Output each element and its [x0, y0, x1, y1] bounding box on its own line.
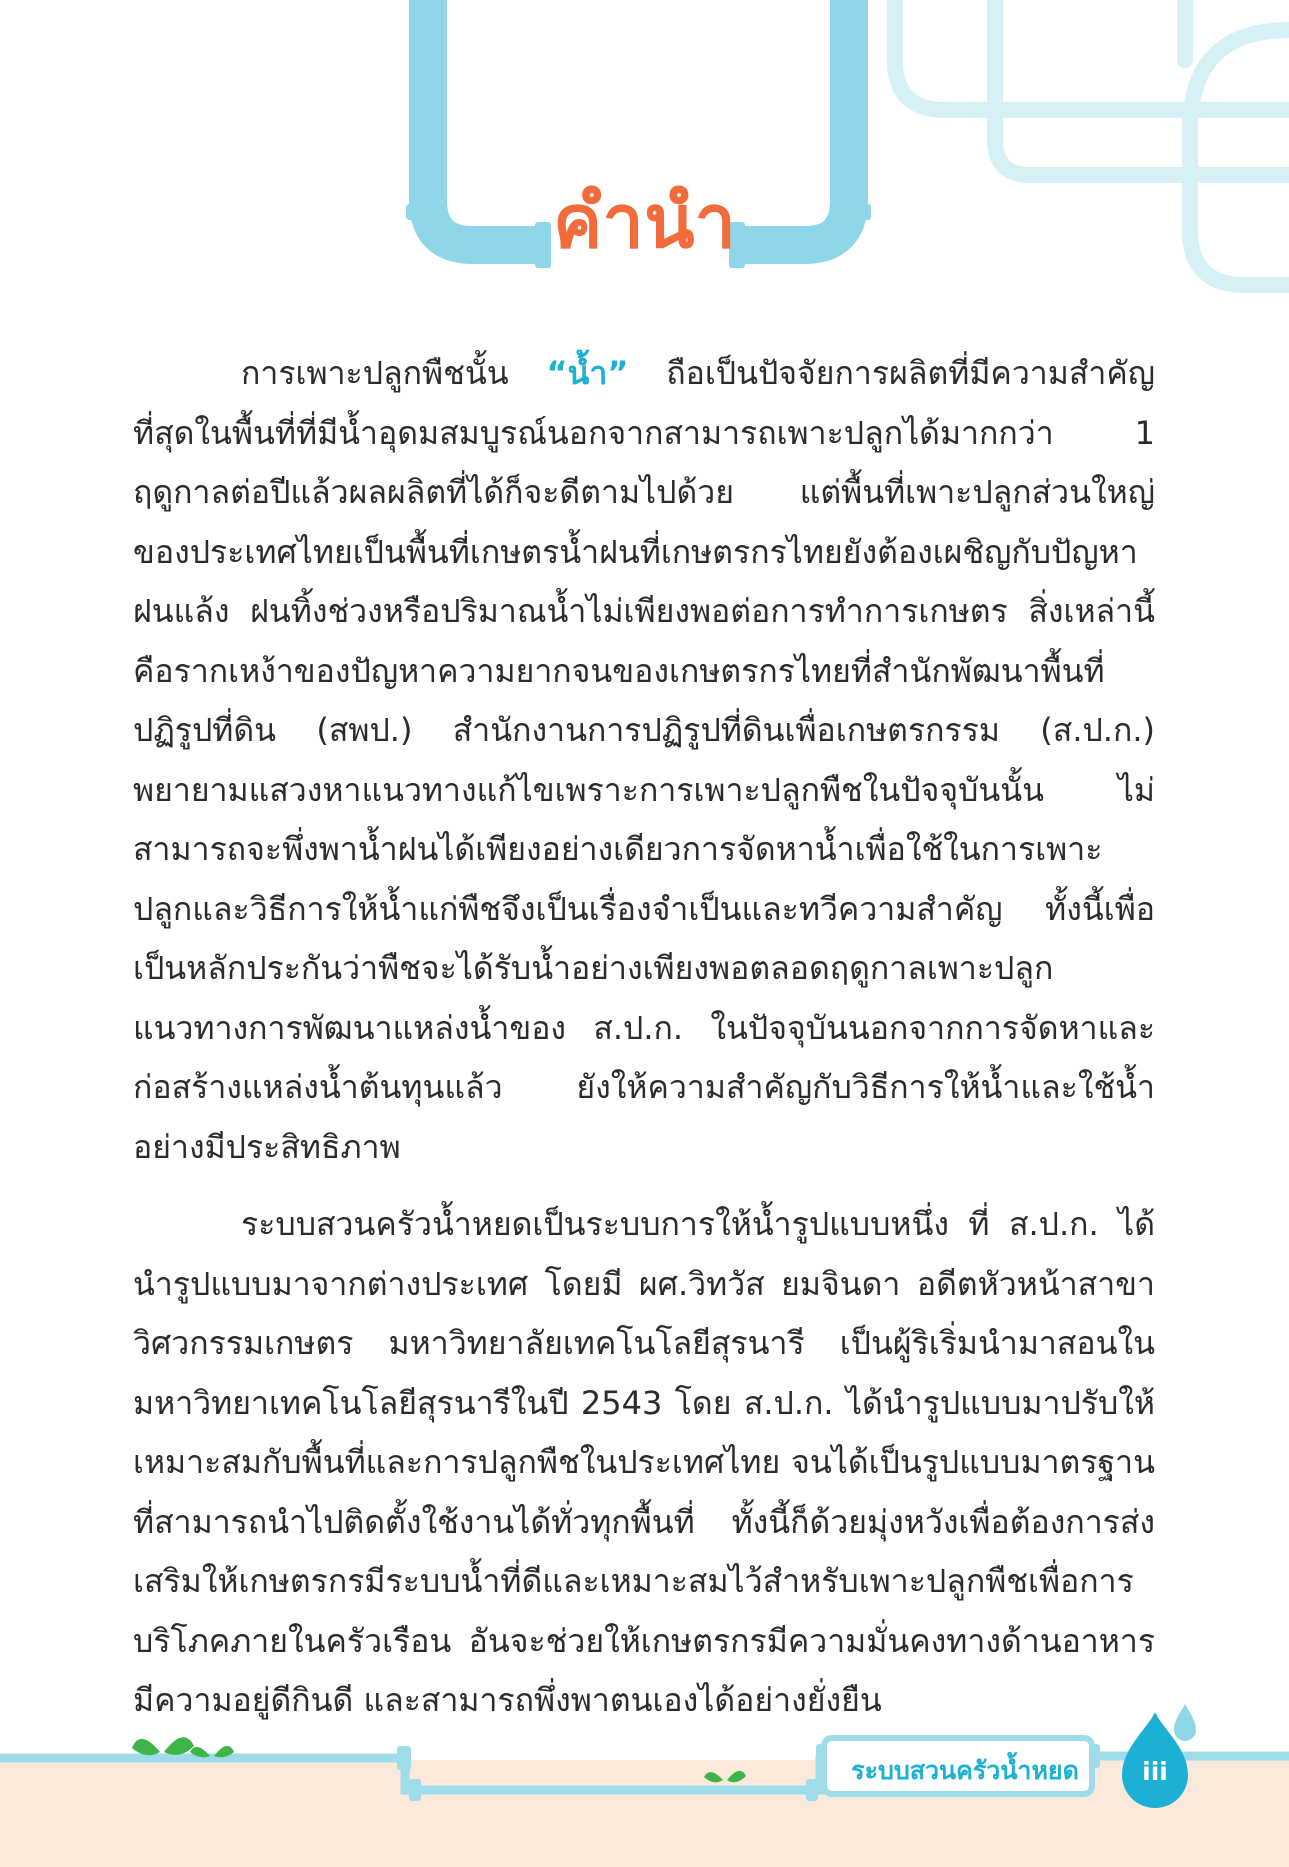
highlight-water: “น้ำ”	[546, 354, 629, 392]
water-drop-icon	[1174, 1704, 1196, 1741]
ground-band	[0, 1760, 1289, 1867]
paragraph-2: ระบบสวนครัวน้ำหยดเป็นระบบการให้น้ำรูปแบบหนึ่ง ที่ ส.ป.ก. ได้นำรูปแบบมาจากต่างประเทศ โดยมี ผศ.วิทวัส ยมจินดา อดีตหัวหน้าสาขาวิศวกรรมเกษตร มหาวิทยาลัยเทคโนโลยีสุรนารี เป็นผู้ริเริ่มนำมาสอนในมหาวิทยาเทคโนโลยีสุรนารีในปี 2543 โดย ส.ป.ก. ได้นำรูปแบบมาปรับให้เหมาะสมกับพื้นที่และการปลูกพืชในประเทศไทย จนได้เป็นรูปแบบมาตรฐานที่สามารถนำไปติดตั้งใช้งานได้ทั่วทุกพื้นที่ ทั้งนี้ก็ด้วยมุ่งหวังเพื่อต้องการส่งเสริมให้เกษตรกรมีระบบน้ำที่ดีและเหมาะสมไว้สำหรับเพาะปลูกพืชเพื่อการบริโภคภายในครัวเรือน อันจะช่วยให้เกษตรกรมีความมั่นคงทางด้านอาหาร มีความอยู่ดีกินดี และสามารถพึ่งพาตนเองได้อย่างยั่งยืน	[133, 1205, 1155, 1719]
paragraph-1-start: การเพาะปลูกพืชนั้น	[241, 354, 509, 392]
page-title: คำนำ	[552, 179, 737, 265]
paragraph-1	[133, 344, 1155, 1177]
paragraph-1-rest: ถือเป็นปัจจัยการผลิตที่มีความสำคัญที่สุดในพื้นที่ที่มีน้ำอุดมสมบูรณ์นอกจากสามารถเพาะปลูกได้มากกว่า 1 ฤดูกาลต่อปีแล้วผลผลิตที่ได้ก็จะดีตามไปด้วย แต่พื้นที่เพาะปลูกส่วนใหญ่ของประเทศไทยเป็นพื้นที่เกษตรน้ำฝนที่เกษตรกรไทยยังต้องเผชิญกับปัญหาฝนแล้ง ฝนทิ้งช่วงหรือปริมาณน้ำไม่เพียงพอต่อการทำการเกษตร สิ่งเหล่านี้คือรากเหง้าของปัญหาความยากจนของเกษตรกรไทยที่สำนักพัฒนาพื้นที่ปฏิรูปที่ดิน (สพป.) สำนักงานการปฏิรูปที่ดินเพื่อเกษตรกรรม (ส.ป.ก.) พยายามแสวงหาแนวทางแก้ไขเพราะการเพาะปลูกพืชในปัจจุบันนั้น ไม่สามารถจะพึ่งพาน้ำฝนได้เพียงอย่างเดียวการจัดหาน้ำเพื่อใช้ในการเพาะปลูกและวิธีการให้น้ำแก่พืชจึงเป็นเรื่องจำเป็นและทวีความสำคัญ ทั้งนี้เพื่อเป็นหลักประกันว่าพืชจะได้รับน้ำอย่างเพียงพอตลอดฤดูกาลเพาะปลูก แนวทางการพัฒนาแหล่งน้ำของ ส.ป.ก. ในปัจจุบันนอกจากการจัดหาและก่อสร้างแหล่งน้ำต้นทุนแล้ว ยังให้ความสำคัญกับวิธีการให้น้ำและใช้น้ำอย่างมีประสิทธิภาพ	[133, 354, 1156, 1166]
body-text	[133, 344, 1155, 1731]
page-number: iii	[1142, 1757, 1168, 1786]
footer-book-title: ระบบสวนครัวน้ำหยด	[851, 1756, 1079, 1785]
